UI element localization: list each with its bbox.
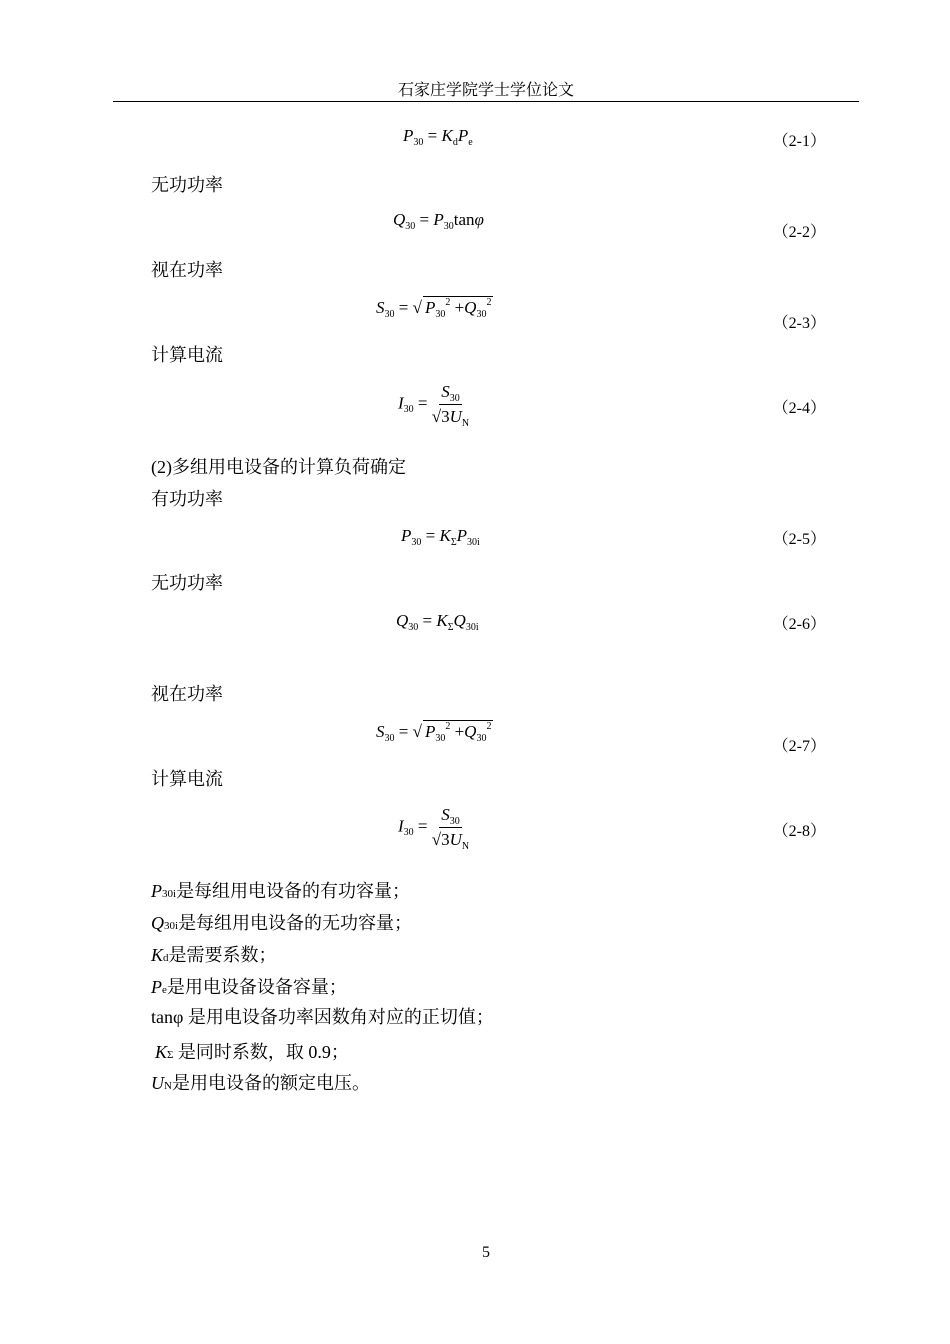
equation-number-2-1: （2-1） xyxy=(772,133,826,150)
equation-number-2-5: （2-5） xyxy=(772,531,826,548)
formula-2-3: $S_{30}$ = √ $P_{30}^2 +Q_{30}^2$ xyxy=(376,297,492,320)
page-header-title: 石家庄学院学士学位论文 xyxy=(397,82,574,99)
equation-number-2-3: （2-3） xyxy=(772,315,826,332)
definition-kd: Kd是需要系数； xyxy=(151,945,277,965)
label-calc-current-1: 计算电流 xyxy=(151,345,223,365)
equation-number-2-7: （2-7） xyxy=(772,738,826,755)
formula-2-8: $I_{30}$ = $\frac{S_{30}}{√3U_N}$ xyxy=(398,805,470,852)
definition-un: UN是用电设备的额定电压。 xyxy=(151,1073,370,1093)
formula-2-6: $Q_{30} = K_\Sigma Q_{30i}$ xyxy=(396,611,479,633)
equation-number-2-6: （2-6） xyxy=(772,616,826,633)
label-active-power-2: 有功功率 xyxy=(151,489,223,509)
equation-number-2-4: （2-4） xyxy=(772,400,826,417)
formula-2-7: $S_{30}$ = √ $P_{30}^2 +Q_{30}^2$ xyxy=(376,721,492,744)
label-reactive-power-1: 无功功率 xyxy=(151,175,223,195)
label-reactive-power-2: 无功功率 xyxy=(151,573,223,593)
label-calc-current-2: 计算电流 xyxy=(151,769,223,789)
formula-2-2: $Q_{30} = P_{30}\tan\varphi$ xyxy=(393,210,484,232)
definition-ksigma: KΣ 是同时系数，取 0.9； xyxy=(155,1042,349,1062)
formula-2-1: $P_{30} = K_dP_e$ xyxy=(403,126,473,148)
formula-2-4: $I_{30}$ = $\frac{S_{30}}{√3U_N}$ xyxy=(398,382,470,429)
definition-q30i: Q30i是每组用电设备的无功容量； xyxy=(151,913,413,933)
section-heading-multi-group: (2)多组用电设备的计算负荷确定 xyxy=(151,457,406,477)
label-apparent-power-1: 视在功率 xyxy=(151,260,223,280)
label-apparent-power-2: 视在功率 xyxy=(151,684,223,704)
formula-2-5: $P_{30} = K_\Sigma P_{30i}$ xyxy=(401,526,480,548)
equation-number-2-2: （2-2） xyxy=(772,224,826,241)
definition-p30i: P30i是每组用电设备的有功容量； xyxy=(151,881,411,901)
header-divider xyxy=(113,101,859,102)
definition-tanphi: tanφ 是用电设备功率因数角对应的正切值； xyxy=(151,1007,494,1027)
equation-number-2-8: （2-8） xyxy=(772,823,826,840)
definition-pe: Pe是用电设备设备容量； xyxy=(151,977,347,997)
page-number: 5 xyxy=(482,1244,490,1261)
